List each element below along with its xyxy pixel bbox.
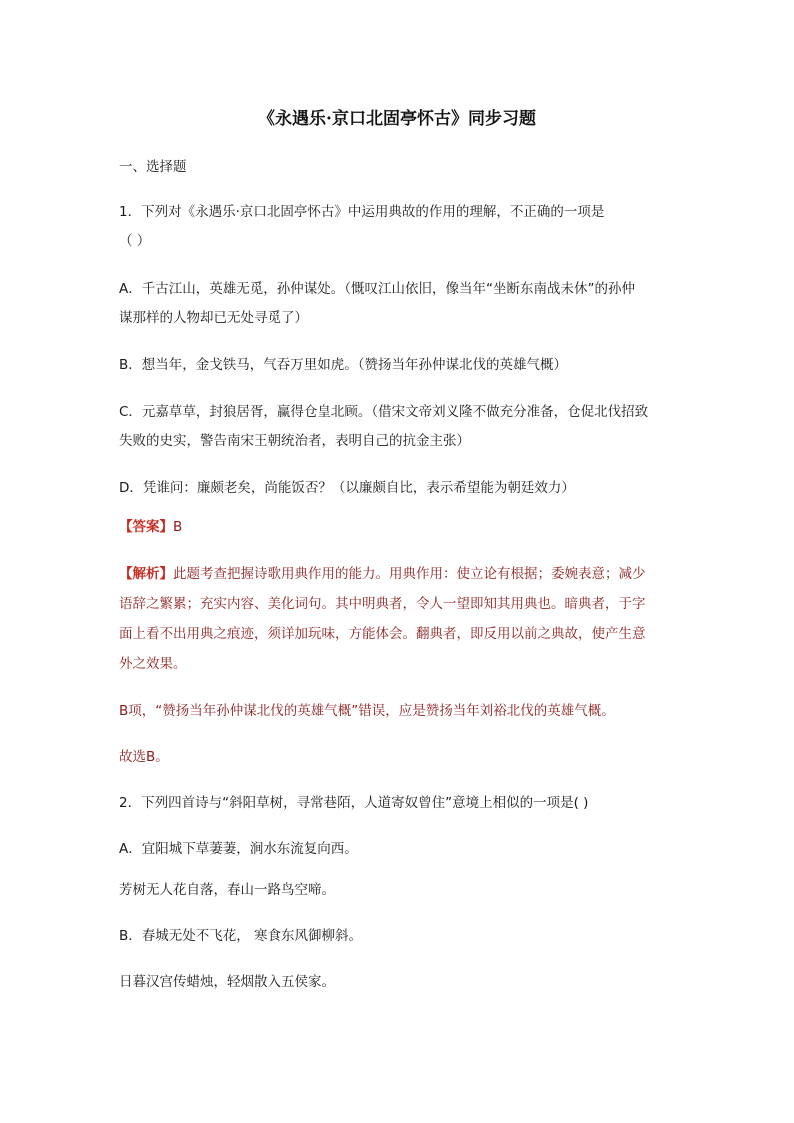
question-1-option-a: A．千古江山，英雄无觅，孙仲谋处。（慨叹江山依旧，像当年“坐断东南战未休”的孙仲: [119, 281, 635, 297]
question-1-option-a-cont: 谋那样的人物却已无处寻觅了）: [119, 310, 308, 326]
question-1-option-b: B．想当年，金戈铁马，气吞万里如虎。（赞扬当年孙仲谋北伐的英雄气概）: [119, 357, 568, 373]
analysis-line-5: B项，“赞扬当年孙仲谋北伐的英雄气概”错误，应是赞扬当年刘裕北伐的英雄气概。: [119, 703, 615, 719]
section-heading: 一、选择题: [119, 159, 187, 175]
page-title: 《永遇乐·京口北固亭怀古》同步习题: [258, 109, 536, 129]
question-1-option-c-cont: 失败的史实，警告南宋王朝统治者，表明自己的抗金主张）: [119, 433, 470, 449]
analysis-conclusion: 故选B。: [119, 749, 169, 765]
analysis-line-1: [119, 565, 679, 583]
question-2-stem: 2．下列四首诗与“斜阳草树，寻常巷陌，人道寄奴曾住”意境上相似的一项是( ): [119, 795, 589, 811]
analysis-tag: 【解析】: [119, 566, 173, 582]
question-2-option-b: B．春城无处不飞花， 寒食东风御柳斜。: [119, 928, 363, 944]
question-2-option-a-cont: 芳树无人花自落，春山一路鸟空啼。: [119, 882, 335, 898]
question-1-option-c: C．元嘉草草，封狼居胥，赢得仓皇北顾。（借宋文帝刘义隆不做充分准备，仓促北伐招致: [119, 404, 649, 420]
analysis-line-4: 外之效果。: [119, 656, 187, 672]
analysis-line-3: 面上看不出用典之痕迹，须详加玩味，方能体会。翻典者，即反用以前之典故，使产生意: [119, 626, 646, 642]
answer-tag: 【答案】: [119, 519, 173, 535]
analysis-line-2: 语辞之繁累；充实内容、美化词句。其中明典者，令人一望即知其用典也。暗典者，于字: [119, 596, 646, 612]
question-2-option-b-cont: 日暮汉宫传蜡烛，轻烟散入五侯家。: [119, 974, 335, 990]
question-1-stem: 1．下列对《永遇乐·京口北固亭怀古》中运用典故的作用的理解，不正确的一项是: [119, 204, 605, 220]
answer-value: B: [173, 519, 183, 535]
question-1-option-d: D．凭谁问：廉颇老矣，尚能饭否？（以廉颇自比，表示希望能为朝廷效力）: [119, 480, 575, 496]
question-1-paren: （ ）: [119, 233, 151, 249]
question-2-option-a: A．宜阳城下草萋萋，涧水东流复向西。: [119, 841, 358, 857]
analysis-text: 此题考查把握诗歌用典作用的能力。用典作用：使立论有根据；委婉表意；减少: [173, 566, 646, 582]
answer-line: [119, 518, 679, 536]
